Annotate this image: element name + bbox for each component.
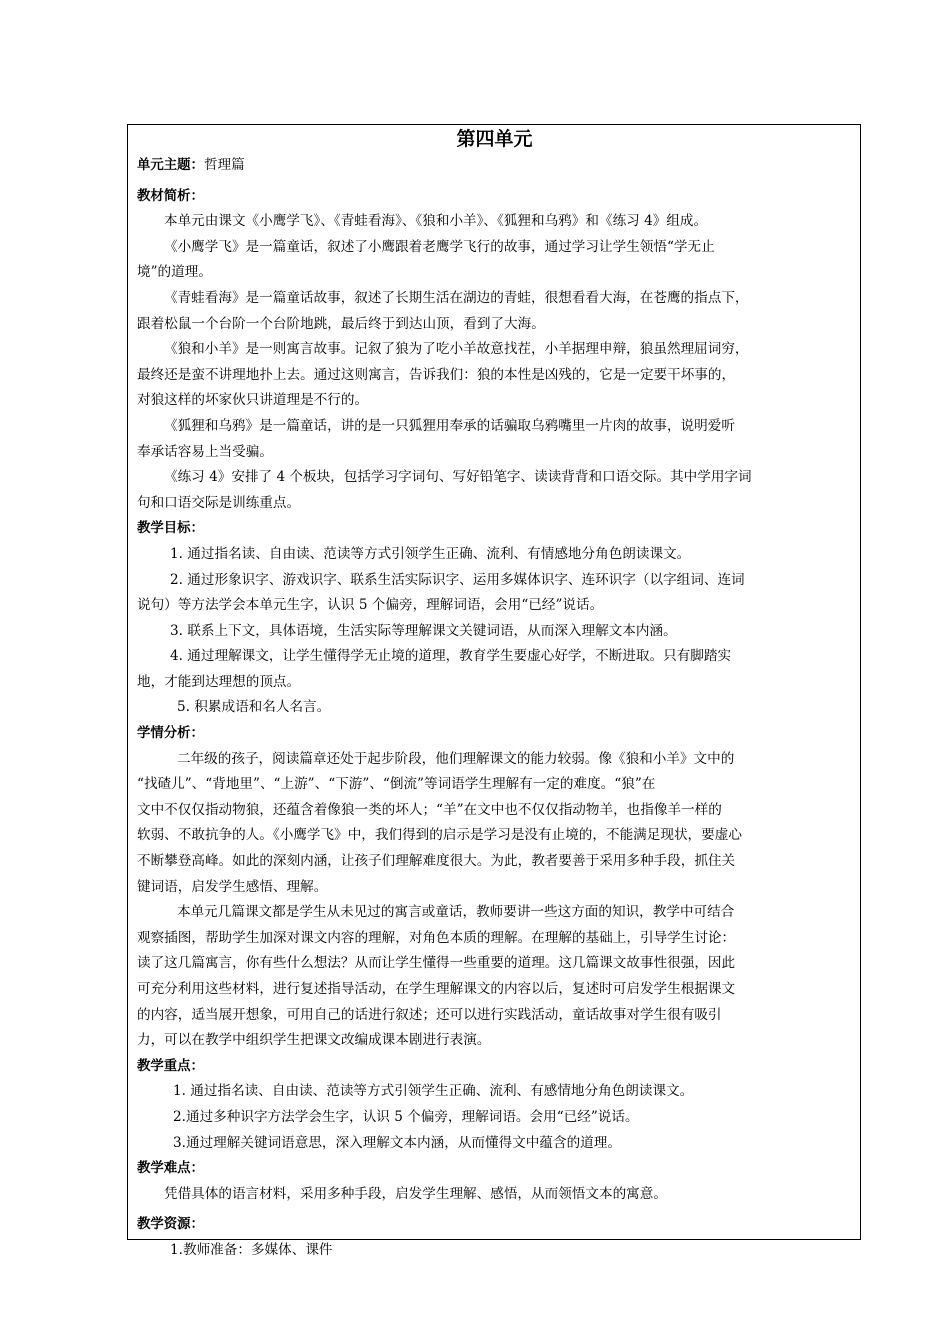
analysis-line: 软弱、不敢抗争的人。《小鹰学飞》中，我们得到的启示是学习是没有止境的，不能满足现状，要虚心 — [137, 827, 742, 844]
resources-section — [137, 1212, 852, 1263]
materials-section — [137, 184, 852, 517]
goals-line: 5. 积累成语和名人名言。 — [177, 699, 331, 716]
analysis-line: 文中不仅仅指动物狼，还蕴含着像狼一类的坏人；“羊”在文中也不仅仅指动物羊，也指像羊一样的 — [137, 801, 722, 818]
key-points-heading: 教学重点： — [137, 1058, 204, 1074]
analysis-line: “找碴儿”、“背地里”、“上游”、“下游”、“倒流”等词语学生理解有一定的难度。“狼”在 — [137, 776, 656, 793]
materials-line: 本单元由课文《小鹰学飞》、《青蛙看海》、《狼和小羊》、《狐狸和乌鸦》和《练习 4》组成。 — [164, 213, 708, 230]
materials-line: 《狐狸和乌鸦》是一篇童话，讲的是一只狐狸用奉承的话骗取乌鸦嘴里一片肉的故事，说明爱听 — [164, 417, 735, 434]
difficulties-heading: 教学难点： — [137, 1161, 204, 1177]
unit-theme — [137, 153, 852, 179]
resources-heading: 教学资源： — [137, 1217, 204, 1233]
materials-line: 奉承话容易上当受骗。 — [137, 443, 273, 460]
unit-title: 第四单元 — [456, 128, 533, 150]
analysis-line: 可充分利用这些材料，进行复述指导活动，在学生理解课文的内容以后，复述时可启发学生根据课文 — [137, 981, 736, 997]
analysis-line: 本单元几篇课文都是学生从未见过的寓言或童话，教师要讲一些这方面的知识，教学中可结合 — [177, 904, 735, 921]
analysis-line: 二年级的孩子，阅读篇章还处于起步阶段，他们理解课文的能力较弱。像《狼和小羊》文中的 — [177, 750, 735, 767]
difficulties-section — [137, 1156, 852, 1207]
analysis-line: 观察插图，帮助学生加深对课文内容的理解，对角色本质的理解。在理解的基础上，引导学生讨论： — [137, 929, 736, 946]
key-points-line: 3.通过理解关键词语意思，深入理解文本内涵，从而懂得文中蕴含的道理。 — [173, 1134, 621, 1151]
unit-theme-label: 单元主题： — [137, 158, 204, 173]
lesson-plan-frame — [127, 124, 861, 1258]
analysis-heading: 学情分析： — [137, 726, 204, 742]
materials-line: 对狼这样的坏家伙只讲道理是不行的。 — [137, 392, 369, 409]
goals-heading: 教学目标： — [137, 521, 204, 537]
analysis-line: 键词语，启发学生感悟、理解。 — [137, 878, 328, 895]
goals-line: 4. 通过理解课文，让学生懂得学无止境的道理，教育学生要虚心好学，不断进取。只有脚踏实 — [170, 648, 732, 665]
materials-line: 《青蛙看海》是一篇童话故事，叙述了长期生活在湖边的青蛙，很想看看大海，在苍鹰的指点下， — [164, 289, 749, 306]
goals-line: 说句）等方法学会本单元生字，认识 5 个偏旁，理解词语，会用“已经”说话。 — [137, 597, 604, 614]
key-points-line: 2.通过多种识字方法学会生字，认识 5 个偏旁，理解词语。会用“已经”说话。 — [173, 1108, 639, 1125]
goals-line: 1. 通过指名读、自由读、范读等方式引领学生正确、流利、有情感地分角色朗读课文。 — [170, 545, 691, 562]
analysis-line: 不断攀登高峰。如此的深刻内涵，让孩子们理解难度很大。为此，教者要善于采用多种手段，抓住关 — [137, 853, 736, 870]
materials-line: 境”的道理。 — [137, 264, 212, 281]
materials-line: 句和口语交际是训练重点。 — [137, 494, 301, 511]
goals-line: 2. 通过形象识字、游戏识字、联系生活实际识字、运用多媒体识字、连环识字（以字组词、连词 — [170, 571, 745, 588]
key-points-line: 1. 通过指名读、自由读、范读等方式引领学生正确、流利、有感情地分角色朗读课文。 — [173, 1083, 694, 1100]
goals-line: 地，才能到达理想的顶点。 — [137, 673, 301, 690]
materials-line: 最终还是蛮不讲理地扑上去。通过这则寓言，告诉我们：狼的本性是凶残的，它是一定要干坏事的， — [137, 366, 736, 383]
resources-line: 1.教师准备：多媒体、课件 — [170, 1241, 333, 1258]
analysis-section — [137, 721, 852, 1054]
goals-line: 3. 联系上下文，具体语境，生活实际等理解课文关键词语，从而深入理解文本内涵。 — [170, 622, 677, 639]
analysis-line: 读了这几篇寓言，你有些什么想法？从而让学生懂得一些重要的道理。这几篇课文故事性很强，因此 — [137, 955, 736, 972]
materials-line: 跟着松鼠一个台阶一个台阶地跳，最后终于到达山顶，看到了大海。 — [137, 315, 545, 332]
analysis-line: 力，可以在教学中组织学生把课文改编成课本剧进行表演。 — [137, 1032, 491, 1049]
analysis-line: 的内容，适当展开想象，可用自己的话进行叙述；还可以进行实践活动，童话故事对学生很有吸引 — [137, 1006, 722, 1023]
materials-line: 《练习 4》安排了 4 个板块，包括学习字词句、写好铅笔字、读读背背和口语交际。其中学用字词 — [164, 469, 752, 486]
materials-line: 《狼和小羊》是一则寓言故事。记叙了狼为了吃小羊故意找茬，小羊据理申辩，狼虽然理屈词穷， — [164, 341, 749, 358]
unit-theme-value: 哲理篇 — [203, 157, 245, 173]
materials-heading: 教材简析： — [137, 188, 204, 204]
materials-line: 《小鹰学飞》是一篇童话，叙述了小鹰跟着老鹰学飞行的故事，通过学习让学生领悟“学无止 — [164, 238, 715, 255]
difficulties-line: 凭借具体的语言材料，采用多种手段，启发学生理解、感悟，从而领悟文本的寓意。 — [164, 1185, 667, 1202]
goals-section — [137, 516, 852, 721]
key-points-section — [137, 1054, 852, 1156]
